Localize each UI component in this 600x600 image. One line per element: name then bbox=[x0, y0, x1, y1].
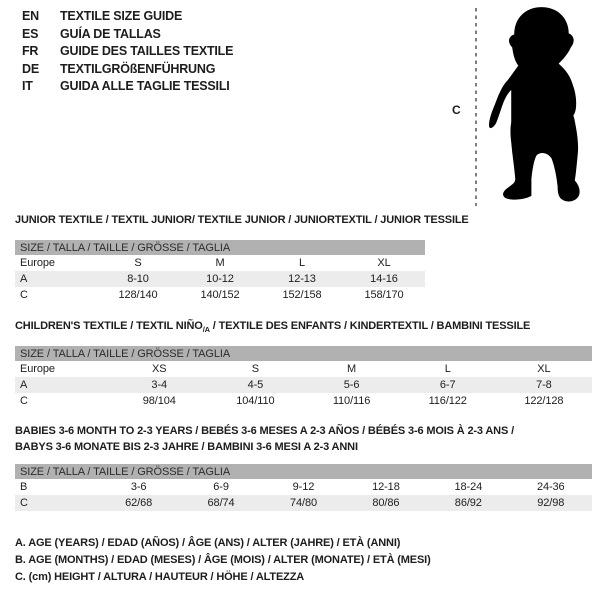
row-label: Europe bbox=[20, 363, 55, 375]
title-line-1: BABIES 3-6 MONTH TO 2-3 YEARS / BEBÉS 3-6 MESES A 2-3 AÑOS / BÉBÉS 3-6 MOIS À 2-3 ANS / bbox=[15, 425, 514, 437]
table-row bbox=[15, 271, 425, 287]
lang-code: ES bbox=[22, 26, 39, 41]
table-header-row bbox=[15, 240, 425, 255]
children-size-table bbox=[15, 346, 592, 409]
table-cell: 80/86 bbox=[345, 495, 427, 511]
table-cell: 12-18 bbox=[372, 481, 400, 493]
legend-line-c: C. (cm) HEIGHT / ALTURA / HAUTEUR / HÖHE / ALTEZZA bbox=[15, 571, 305, 584]
table-cell: 158/170 bbox=[364, 289, 404, 301]
table-cell: 7-8 bbox=[496, 377, 592, 393]
lang-label: TEXTILGRÖßENFÜHRUNG bbox=[60, 61, 216, 76]
measure-legend bbox=[15, 535, 431, 587]
table-cell: 12-13 bbox=[261, 271, 343, 287]
language-header bbox=[22, 8, 233, 96]
table-cell: L bbox=[298, 257, 306, 269]
row-label: A bbox=[15, 377, 111, 393]
table-row bbox=[15, 479, 592, 495]
table-cell: 24-36 bbox=[536, 481, 565, 493]
title-part: / TEXTILE DES ENFANTS / KINDERTEXTIL / BAMBINI TESSILE bbox=[209, 320, 531, 332]
lang-label: GUIDE DES TAILLES TEXTILE bbox=[60, 44, 234, 58]
lang-code: IT bbox=[22, 79, 33, 93]
table-cell: XS bbox=[151, 363, 167, 375]
table-cell: 140/152 bbox=[200, 289, 240, 301]
height-dotted-line bbox=[475, 8, 477, 206]
lang-row-de bbox=[22, 61, 233, 79]
lang-row-fr bbox=[22, 43, 233, 61]
row-label: C bbox=[20, 395, 28, 407]
lang-label: GUÍA DE TALLAS bbox=[60, 26, 161, 41]
table-cell: 10-12 bbox=[179, 271, 261, 287]
baby-silhouette-image bbox=[487, 5, 598, 207]
section-title-children bbox=[15, 319, 530, 338]
lang-row-it bbox=[22, 78, 233, 96]
section-title-babies bbox=[15, 424, 514, 455]
table-cell: 128/140 bbox=[118, 289, 158, 301]
lang-code: DE bbox=[22, 61, 39, 76]
table-header-row bbox=[15, 346, 592, 361]
row-label: C bbox=[15, 495, 97, 511]
table-cell: 152/158 bbox=[282, 289, 322, 301]
size-header-cell: SIZE / TALLA / TAILLE / GRÖSSE / TAGLIA bbox=[15, 240, 425, 255]
table-cell: L bbox=[444, 363, 451, 375]
table-cell: S bbox=[134, 257, 142, 269]
table-row bbox=[15, 361, 592, 377]
lang-label: TEXTILE SIZE GUIDE bbox=[60, 9, 183, 23]
table-cell: 110/116 bbox=[332, 395, 371, 407]
junior-size-table bbox=[15, 240, 425, 303]
size-header-cell: SIZE / TALLA / TAILLE / GRÖSSE / TAGLIA bbox=[15, 464, 592, 479]
legend-line-b: B. AGE (MONTHS) / EDAD (MESES) / ÂGE (MOIS) / ALTER (MONATE) / ETÀ (MESI) bbox=[15, 554, 431, 567]
table-cell: 104/110 bbox=[236, 395, 275, 407]
table-cell: 4-5 bbox=[207, 377, 303, 393]
lang-code: EN bbox=[22, 9, 39, 23]
row-label: Europe bbox=[20, 257, 55, 269]
table-cell: 18-24 bbox=[454, 481, 483, 493]
row-label: A bbox=[15, 271, 97, 287]
table-cell: XL bbox=[377, 257, 391, 269]
table-cell: 86/92 bbox=[427, 495, 509, 511]
table-row bbox=[15, 287, 425, 303]
table-cell: 5-6 bbox=[303, 377, 399, 393]
title-part: CHILDREN'S TEXTILE / TEXTIL NIÑO bbox=[15, 320, 203, 332]
table-header-row bbox=[15, 464, 592, 479]
table-cell: 3-6 bbox=[130, 481, 147, 493]
table-cell: 122/128 bbox=[524, 395, 564, 407]
table-row bbox=[15, 393, 592, 409]
size-header-cell: SIZE / TALLA / TAILLE / GRÖSSE / TAGLIA bbox=[15, 346, 592, 361]
section-title-junior: JUNIOR TEXTILE / TEXTIL JUNIOR/ TEXTILE JUNIOR / JUNIORTEXTIL / JUNIOR TESSILE bbox=[15, 214, 469, 226]
lang-row-es bbox=[22, 26, 233, 44]
babies-size-table bbox=[15, 464, 592, 511]
table-row bbox=[15, 255, 425, 271]
lang-code: FR bbox=[22, 44, 39, 58]
table-cell: 3-4 bbox=[111, 377, 207, 393]
table-cell: 6-9 bbox=[213, 481, 229, 493]
lang-row-en bbox=[22, 8, 233, 26]
table-cell: 68/74 bbox=[180, 495, 262, 511]
row-label: C bbox=[20, 289, 28, 301]
table-cell: 14-16 bbox=[343, 271, 425, 287]
table-cell: 62/68 bbox=[97, 495, 179, 511]
table-cell: 6-7 bbox=[400, 377, 496, 393]
table-cell: XL bbox=[537, 363, 551, 375]
table-cell: 9-12 bbox=[292, 481, 315, 493]
table-cell: 98/104 bbox=[142, 395, 176, 407]
table-cell: S bbox=[251, 363, 260, 375]
legend-line-a: A. AGE (YEARS) / EDAD (AÑOS) / ÂGE (ANS) / ALTER (JAHRE) / ETÀ (ANNI) bbox=[15, 537, 401, 549]
title-subscript: /A bbox=[202, 325, 210, 335]
table-cell: 116/122 bbox=[428, 395, 467, 407]
title-line-2: BABYS 3-6 MONATE BIS 2-3 JAHRE / BAMBINI 3-6 MESI A 2-3 ANNI bbox=[15, 440, 358, 453]
table-row bbox=[15, 377, 592, 393]
table-cell: 92/98 bbox=[510, 495, 592, 511]
row-label: B bbox=[20, 481, 28, 493]
table-cell: 8-10 bbox=[97, 271, 179, 287]
height-measure-label: C bbox=[452, 103, 461, 117]
table-cell: M bbox=[215, 257, 225, 269]
table-cell: M bbox=[347, 363, 357, 375]
table-row bbox=[15, 495, 592, 511]
table-cell: 74/80 bbox=[262, 495, 344, 511]
lang-label: GUIDA ALLE TAGLIE TESSILI bbox=[60, 79, 230, 93]
